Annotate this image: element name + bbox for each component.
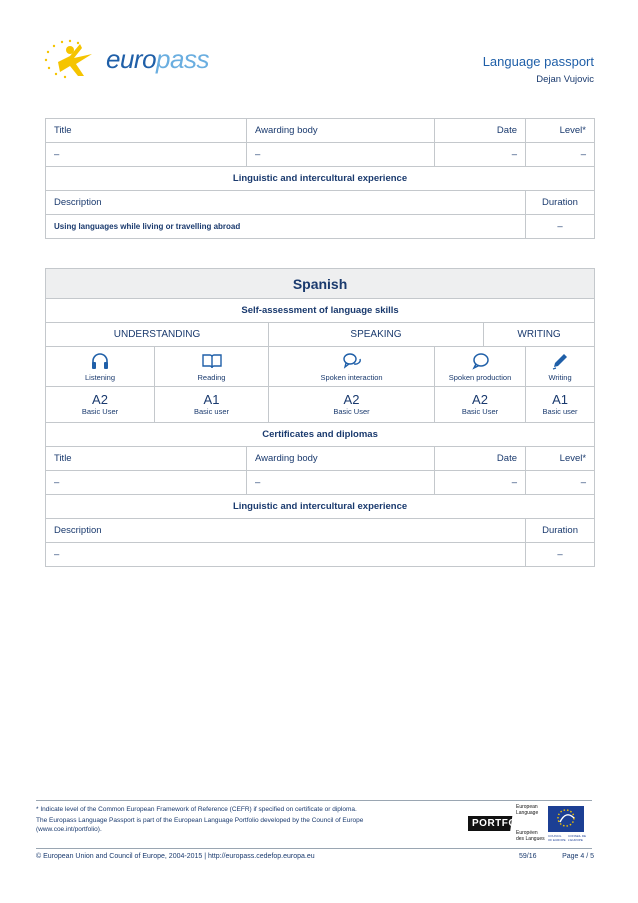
- logo-text-euro: euro: [106, 44, 157, 74]
- skill-writing: [526, 347, 595, 387]
- skill-label: Listening: [84, 372, 116, 382]
- coe-text-fr: CONSEIL DE L'EUROPE: [568, 834, 587, 842]
- logo-wordmark: [106, 44, 209, 75]
- self-assessment-heading: Self-assessment of language skills: [46, 299, 595, 323]
- skill-label: Spoken production: [448, 372, 512, 382]
- col-description: Description: [46, 191, 526, 215]
- spanish-language-table: [45, 268, 595, 567]
- cell-title: –: [46, 471, 247, 495]
- table-row: [46, 543, 595, 567]
- level-code: A2: [343, 392, 360, 407]
- level-code: A1: [552, 392, 568, 407]
- col-title: Title: [46, 119, 247, 143]
- level-spoken-production: [435, 387, 526, 423]
- conversation-icon: [341, 352, 363, 370]
- col-level: Level*: [526, 447, 595, 471]
- experience-heading: Linguistic and intercultural experience: [46, 167, 595, 191]
- cell-level: –: [526, 143, 595, 167]
- level-spoken-interaction: [269, 387, 435, 423]
- level-description: Basic User: [81, 407, 119, 416]
- portfolio-logo: [468, 804, 590, 844]
- headphones-icon: [90, 352, 110, 370]
- skill-spoken-interaction: [269, 347, 435, 387]
- level-reading: [155, 387, 269, 423]
- group-understanding: UNDERSTANDING: [46, 323, 269, 347]
- cell-awarding-body: –: [247, 471, 435, 495]
- cell-duration: –: [526, 543, 595, 567]
- level-code: A2: [92, 392, 108, 407]
- europass-star-figure-icon: [40, 38, 104, 80]
- cell-awarding-body: –: [247, 143, 435, 167]
- cell-title: –: [46, 143, 247, 167]
- level-description: Basic user: [193, 407, 229, 416]
- level-code: A2: [472, 392, 488, 407]
- col-date: Date: [435, 447, 526, 471]
- col-duration: Duration: [526, 191, 595, 215]
- portfolio-word: PORTFOLIO: [472, 818, 535, 829]
- footer-copyright: © European Union and Council of Europe, 2004-2015 | http://europass.cedefop.europa.eu: [36, 853, 315, 860]
- cell-duration: –: [526, 215, 595, 239]
- level-description: Basic user: [542, 407, 578, 416]
- col-date: Date: [435, 119, 526, 143]
- level-description: Basic User: [333, 407, 370, 416]
- table-row: [46, 215, 595, 239]
- level-code: A1: [203, 392, 220, 407]
- table-row: [46, 143, 595, 167]
- experience-heading: Linguistic and intercultural experience: [46, 495, 595, 519]
- previous-language-table: [45, 118, 595, 239]
- coe-text: COUNCIL OF EUROPE: [548, 834, 566, 842]
- skill-spoken-production: [435, 347, 526, 387]
- speech-bubble-icon: [470, 352, 490, 370]
- table-header-row: [46, 119, 595, 143]
- skills-row: [46, 347, 595, 387]
- cell-date: –: [435, 471, 526, 495]
- logo-text-pass: pass: [156, 44, 209, 74]
- footer-bottom-divider: [36, 848, 592, 849]
- skill-listening: [46, 347, 155, 387]
- portfolio-top-text: European Language: [516, 804, 539, 816]
- col-awarding-body: Awarding body: [247, 447, 435, 471]
- levels-row: [46, 387, 595, 423]
- group-writing: WRITING: [484, 323, 595, 347]
- level-description: Basic User: [461, 407, 499, 416]
- cell-description: –: [46, 543, 526, 567]
- col-awarding-body: Awarding body: [247, 119, 435, 143]
- europass-logo: [40, 38, 209, 80]
- footer-note-portfolio: The Europass Language Passport is part of the European Language Portfolio developed by the Council of Europe (www.coe.int/portfolio).: [36, 817, 364, 833]
- table-header-row: [46, 519, 595, 543]
- skill-groups-row: [46, 323, 595, 347]
- skill-reading: [155, 347, 269, 387]
- footer-note-cefr: * Indicate level of the Common European Framework of Reference (CEFR) if specified on certificate or diploma.: [36, 806, 357, 813]
- level-listening: [46, 387, 155, 423]
- cell-date: –: [435, 143, 526, 167]
- book-icon: [201, 352, 223, 370]
- footer-code: 59/16: [519, 853, 537, 860]
- document-title: Language passport: [482, 54, 594, 69]
- portfolio-bottom-text: Européen des Langues: [516, 830, 545, 842]
- certificates-heading: Certificates and diplomas: [46, 423, 595, 447]
- pen-icon: [550, 352, 570, 370]
- col-description: Description: [46, 519, 526, 543]
- col-title: Title: [46, 447, 247, 471]
- level-writing: [526, 387, 595, 423]
- skill-label: Writing: [548, 372, 572, 382]
- skill-label: Spoken interaction: [320, 372, 383, 382]
- group-speaking: SPEAKING: [269, 323, 484, 347]
- footer-divider: [36, 800, 592, 801]
- table-header-row: [46, 447, 595, 471]
- cell-level: –: [526, 471, 595, 495]
- col-duration: Duration: [526, 519, 595, 543]
- cell-description: Using languages while living or travelling abroad: [46, 215, 526, 239]
- language-name: Spanish: [46, 269, 595, 299]
- document-owner: Dejan Vujovic: [536, 74, 594, 85]
- table-row: [46, 471, 595, 495]
- skill-label: Reading: [197, 372, 226, 382]
- table-header-row: [46, 191, 595, 215]
- footer-page-number: Page 4 / 5: [562, 853, 594, 860]
- col-level: Level*: [526, 119, 595, 143]
